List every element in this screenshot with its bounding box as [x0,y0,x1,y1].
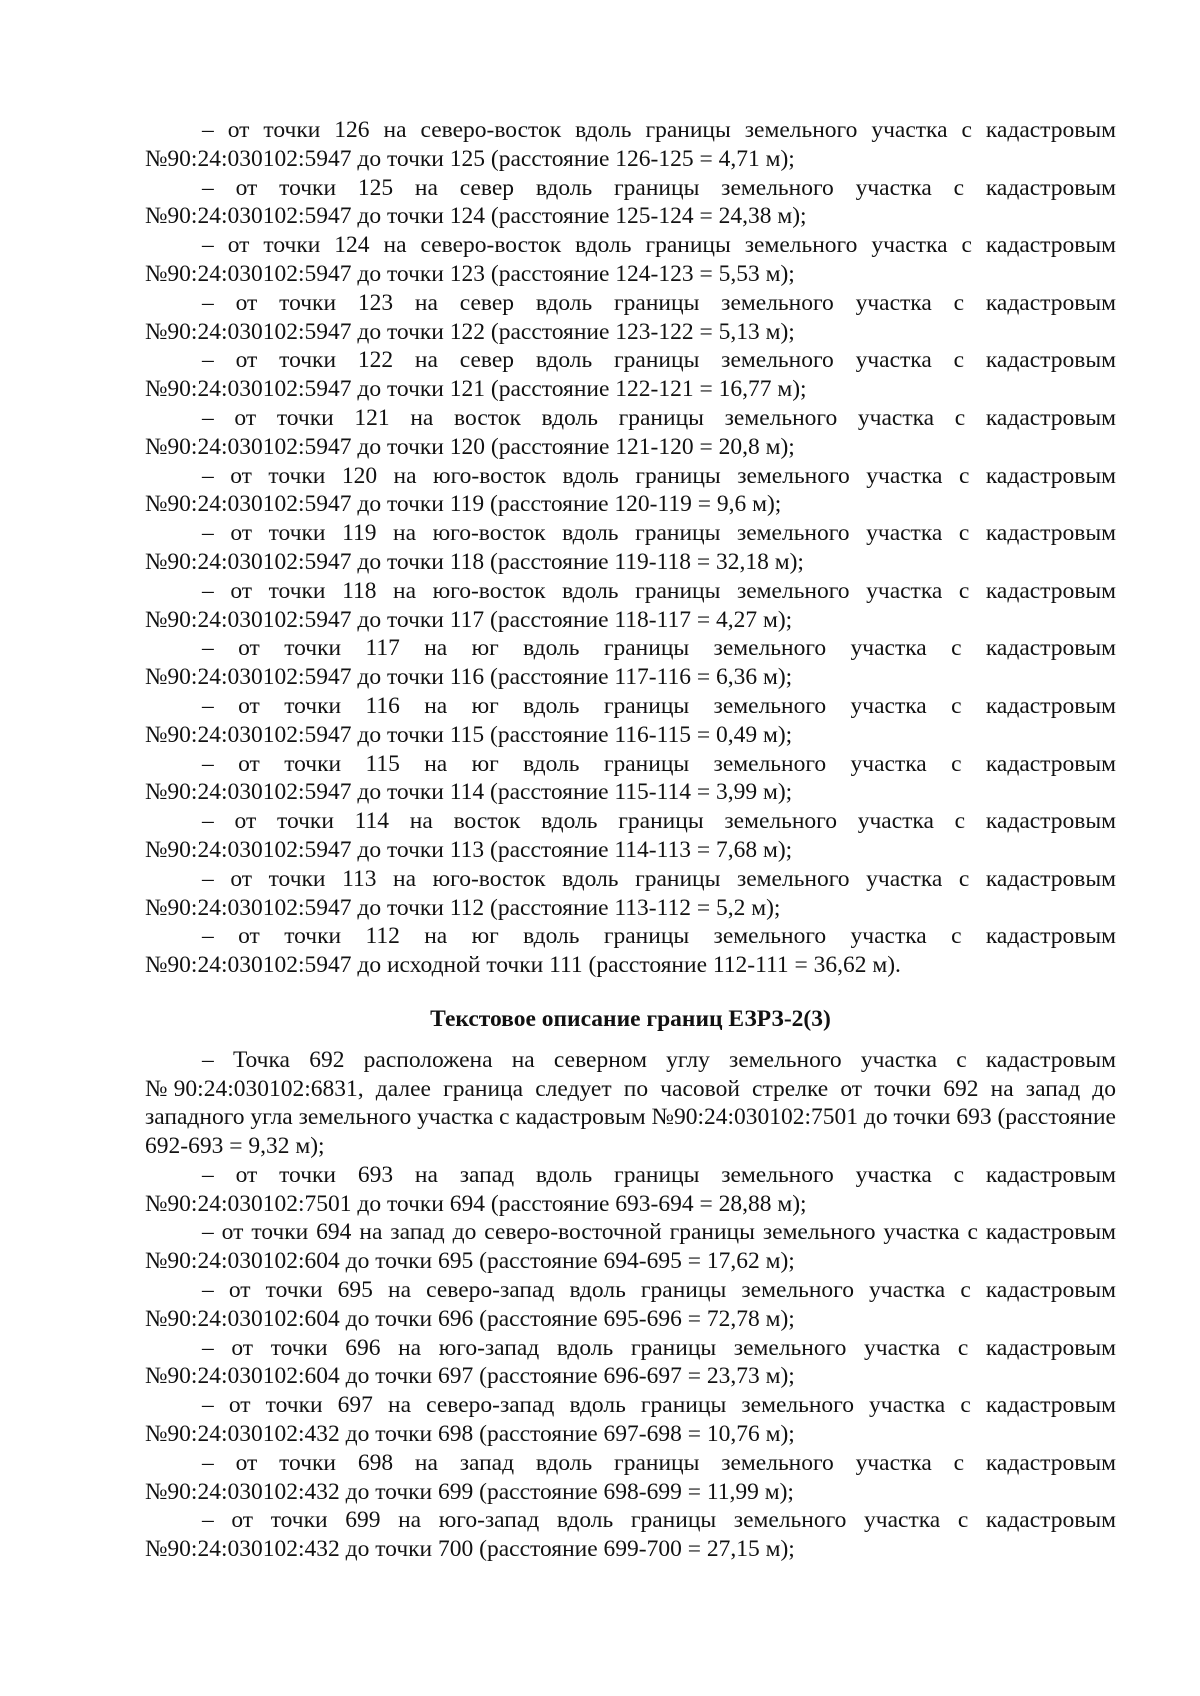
boundary-paragraph: – от точки 120 на юго-восток вдоль границы земельного участка с кадастровым №90:24:030102:5947 до точки 119 (расстояние 120-119 = 9,6 м); [145,462,1116,518]
boundary-list-1 [145,116,1116,980]
boundary-paragraph: – от точки 698 на запад вдоль границы земельного участка с кадастровым №90:24:030102:432 до точки 699 (расстояние 698-699 = 11,99 м); [145,1449,1116,1505]
boundary-list-2 [145,1046,1116,1564]
boundary-paragraph: – от точки 122 на север вдоль границы земельного участка с кадастровым №90:24:030102:5947 до точки 121 (расстояние 122-121 = 16,77 м); [145,347,1116,403]
boundary-paragraph: – от точки 114 на восток вдоль границы земельного участка с кадастровым №90:24:030102:5947 до точки 113 (расстояние 114-113 = 7,68 м); [145,808,1116,863]
document-page [145,116,1116,1564]
boundary-paragraph: – от точки 695 на северо-запад вдоль границы земельного участка с кадастровым №90:24:030102:604 до точки 696 (расстояние 695-696 = 72,78 м); [145,1277,1116,1332]
boundary-paragraph: – от точки 117 на юг вдоль границы земельного участка с кадастровым №90:24:030102:5947 до точки 116 (расстояние 117-116 = 6,36 м); [145,635,1116,691]
boundary-paragraph: – от точки 126 на северо-восток вдоль границы земельного участка с кадастровым №90:24:030102:5947 до точки 125 (расстояние 126-125 = 4,71 м); [145,117,1116,172]
boundary-paragraph: – от точки 696 на юго-запад вдоль границы земельного участка с кадастровым №90:24:030102:604 до точки 697 (расстояние 696-697 = 23,73 м); [145,1334,1116,1390]
boundary-paragraph: – от точки 697 на северо-запад вдоль границы земельного участка с кадастровым №90:24:030102:432 до точки 698 (расстояние 697-698 = 10,76 м); [145,1392,1116,1448]
boundary-paragraph: – от точки 124 на северо-восток вдоль границы земельного участка с кадастровым №90:24:030102:5947 до точки 123 (расстояние 124-123 = 5,53 м); [145,232,1116,287]
boundary-paragraph: – от точки 694 на запад до северо-восточной границы земельного участка с кадастровым №90:24:030102:604 до точки 695 (расстояние 694-695 = 17,62 м); [145,1219,1116,1275]
boundary-paragraph: – от точки 699 на юго-запад вдоль границы земельного участка с кадастровым №90:24:030102:432 до точки 700 (расстояние 699-700 = 27,15 м); [145,1507,1116,1563]
boundary-paragraph: – от точки 693 на запад вдоль границы земельного участка с кадастровым №90:24:030102:7501 до точки 694 (расстояние 693-694 = 28,88 м); [145,1161,1116,1217]
boundary-paragraph: – от точки 121 на восток вдоль границы земельного участка с кадастровым №90:24:030102:5947 до точки 120 (расстояние 121-120 = 20,8 м); [145,404,1116,460]
boundary-paragraph: – от точки 119 на юго-восток вдоль границы земельного участка с кадастровым №90:24:030102:5947 до точки 118 (расстояние 119-118 = 32,18 м); [145,520,1116,575]
boundary-paragraph: – от точки 116 на юг вдоль границы земельного участка с кадастровым №90:24:030102:5947 до точки 115 (расстояние 116-115 = 0,49 м); [145,692,1116,748]
boundary-paragraph: – от точки 112 на юг вдоль границы земельного участка с кадастровым №90:24:030102:5947 до исходной точки 111 (расстояние 112-111 = 36,62 м). [145,923,1116,979]
section-heading: Текстовое описание границ ЕЗРЗ-2(3) [430,1005,831,1032]
boundary-paragraph: – от точки 113 на юго-восток вдоль границы земельного участка с кадастровым №90:24:030102:5947 до точки 112 (расстояние 113-112 = 5,2 м); [145,865,1116,921]
boundary-paragraph: – от точки 115 на юг вдоль границы земельного участка с кадастровым №90:24:030102:5947 до точки 114 (расстояние 115-114 = 3,99 м); [145,750,1116,806]
boundary-paragraph: – от точки 125 на север вдоль границы земельного участка с кадастровым №90:24:030102:5947 до точки 124 (расстояние 125-124 = 24,38 м); [145,174,1116,230]
boundary-paragraph: – от точки 123 на север вдоль границы земельного участка с кадастровым №90:24:030102:5947 до точки 122 (расстояние 123-122 = 5,13 м); [145,289,1116,345]
boundary-paragraph: – Точка 692 расположена на северном углу земельного участка с кадастровым №90:24:030102:6831, далее граница следует по часовой стрелке от точки 692 на запад до западного угла земельного участка с кадастровым №90:24:030102:7501 до точки 693 (расстояние 692-693 = 9,32 м); [145,1046,1116,1160]
boundary-paragraph: – от точки 118 на юго-восток вдоль границы земельного участка с кадастровым №90:24:030102:5947 до точки 117 (расстояние 118-117 = 4,27 м); [145,577,1116,633]
